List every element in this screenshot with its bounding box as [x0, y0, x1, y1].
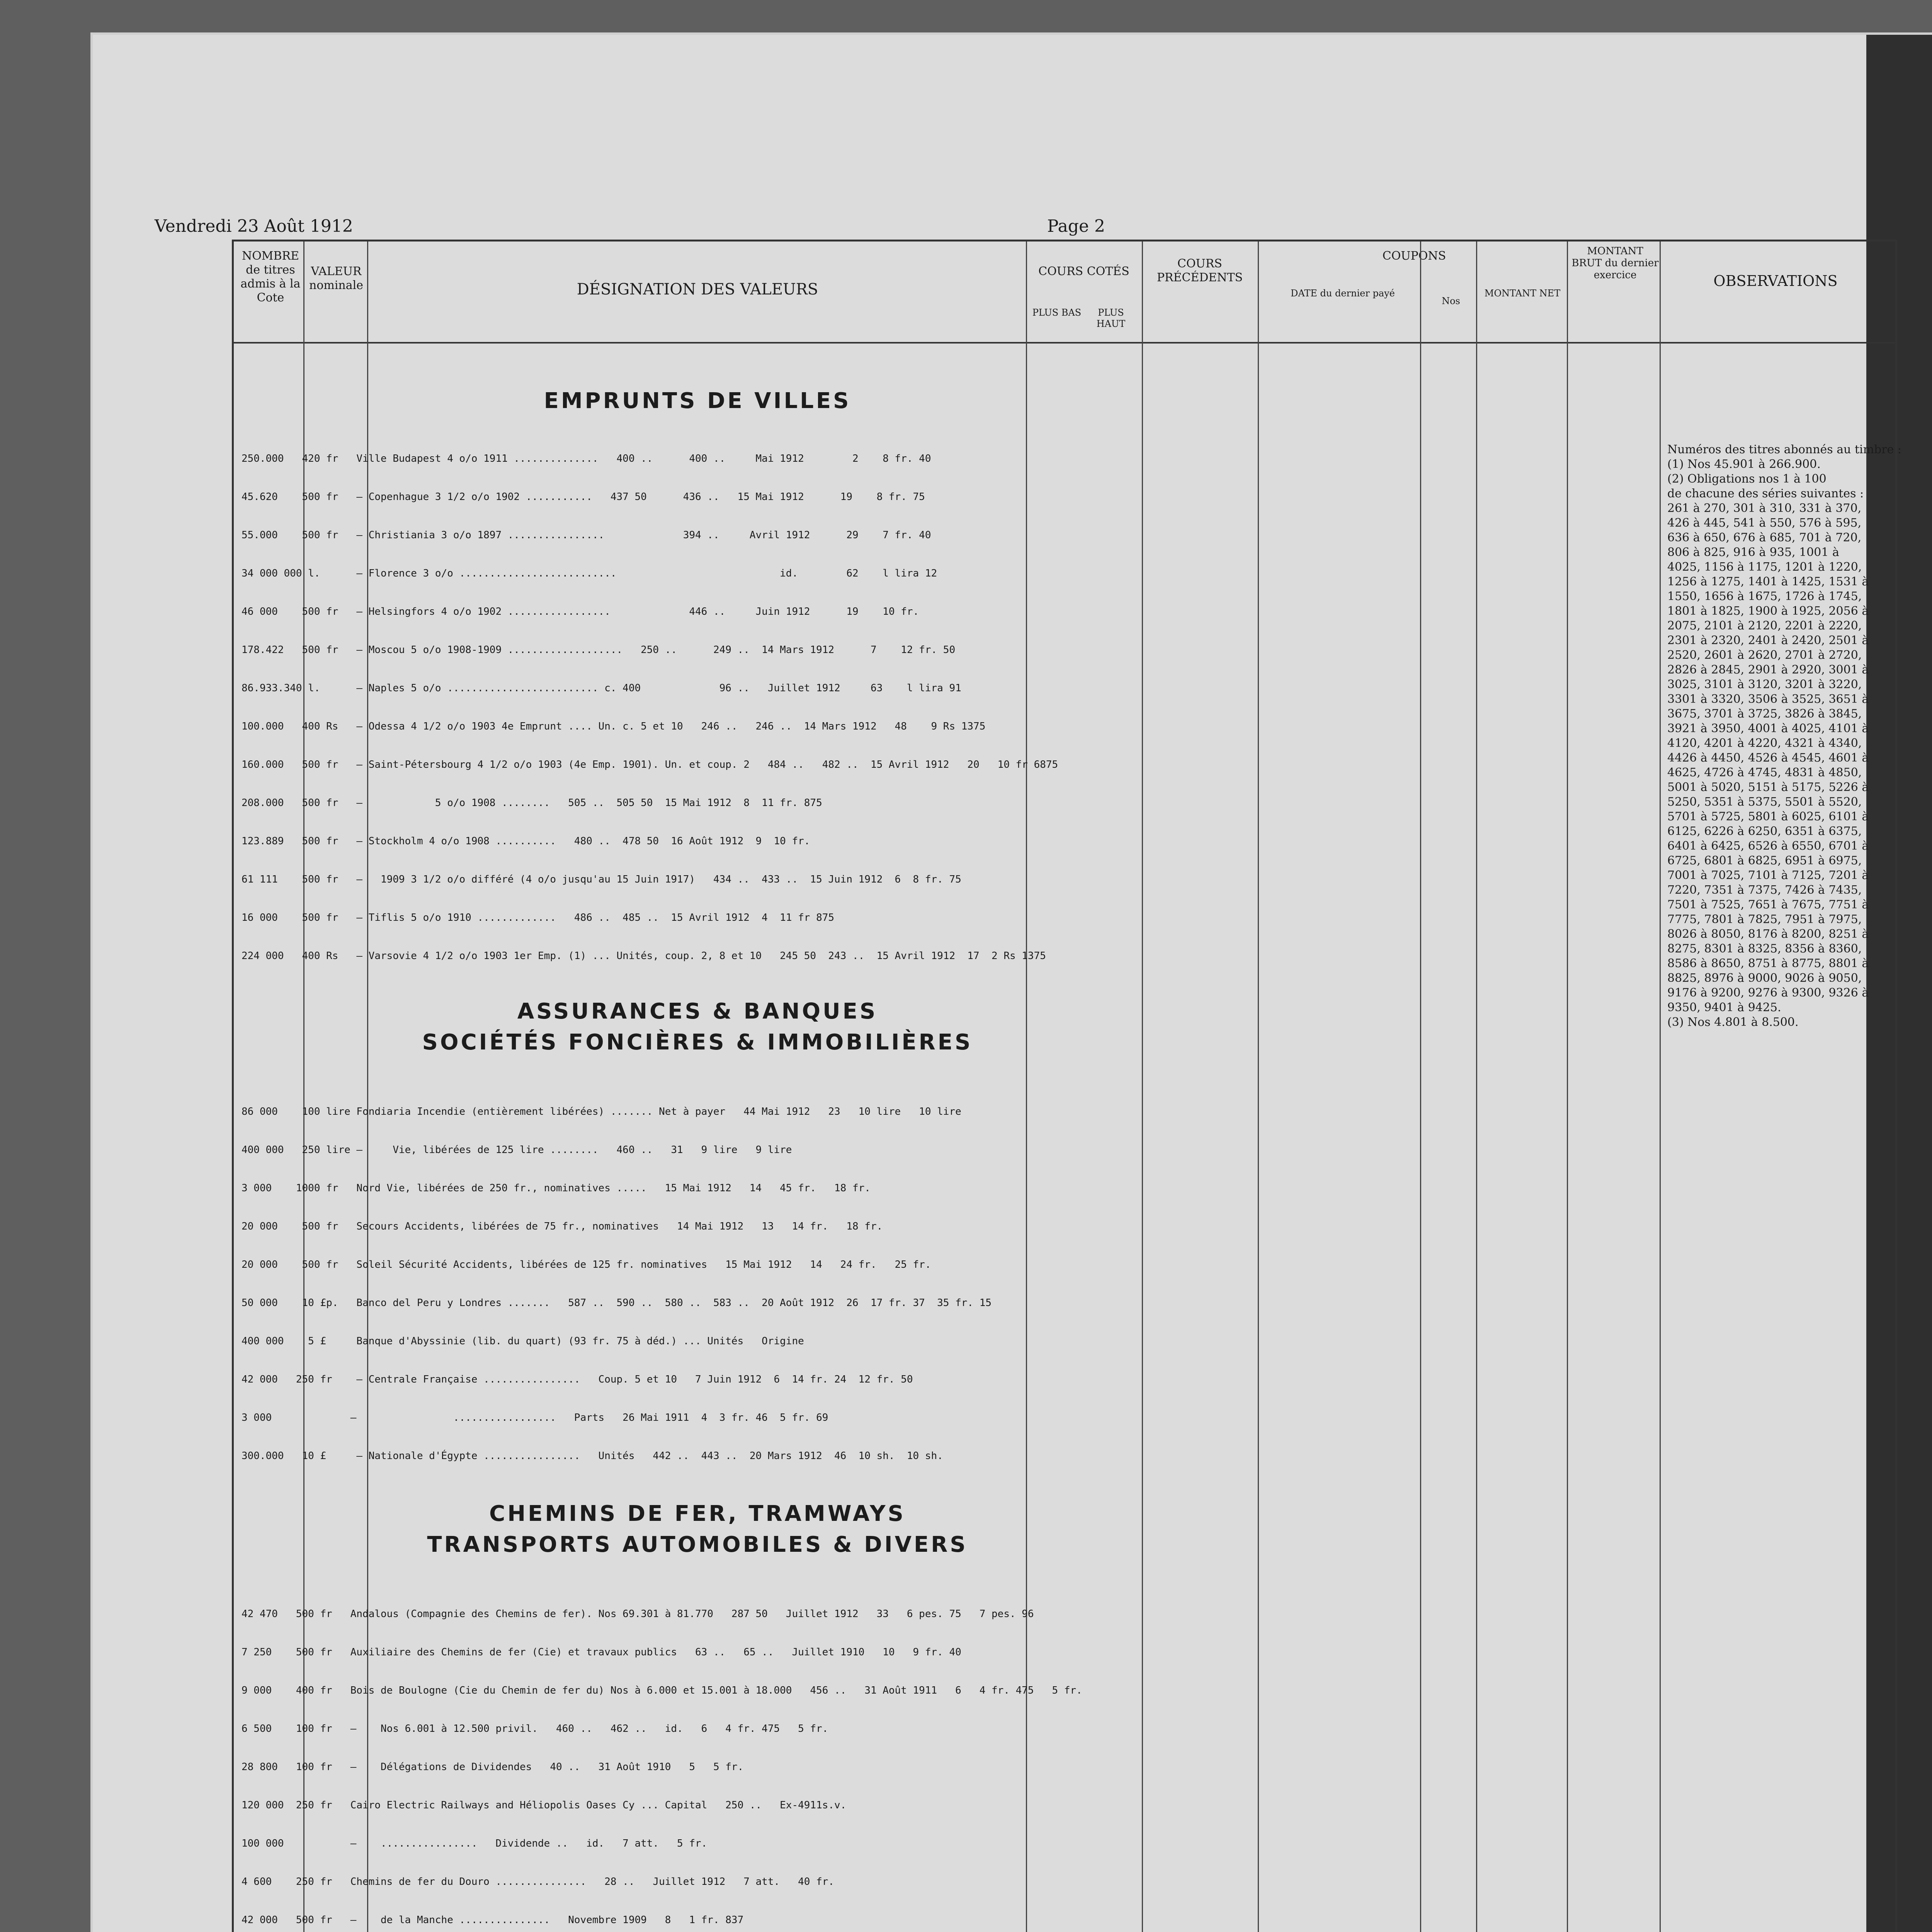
col-date-paye: DATE du dernier payé: [1291, 288, 1395, 299]
table-row: 46 000 500 fr — Helsingfors 4 o/o 1902 ................. 446 .. Juin 1912 19 10 fr.: [242, 606, 919, 617]
table-row: 61 111 500 fr — 1909 3 1/2 o/o différé (4 o/o jusqu'au 15 Juin 1917) 434 .. 433 .. 15 Juin 1912 6 8 fr. 75: [242, 874, 961, 885]
table-row: 7 250 500 fr Auxiliaire des Chemins de fer (Cie) et travaux publics 63 .. 65 .. Juillet 1910 10 9 fr. 40: [242, 1646, 961, 1658]
table-row: 20 000 500 fr Soleil Sécurité Accidents, libérées de 125 fr. nominatives 15 Mai 1912 14 24 fr. 25 fr.: [242, 1259, 931, 1270]
table-row: 178.422 500 fr — Moscou 5 o/o 1908-1909 ................... 250 .. 249 .. 14 Mars 1912 7 12 fr. 50: [242, 644, 956, 656]
page-header: [155, 216, 1804, 236]
section-title-emprunts: EMPRUNTS DE VILLES: [544, 388, 851, 413]
col-plus-bas: PLUS BAS: [1032, 307, 1082, 318]
table-row: 86 000 100 lire Fondiaria Incendie (entièrement libérées) ....... Net à payer 44 Mai 1912 23 10 lire 10 lire: [242, 1106, 961, 1117]
page-number: Page 2: [1047, 216, 1105, 236]
table-row: 42 470 500 fr Andalous (Compagnie des Chemins de fer). Nos 69.301 à 81.770 287 50 Juillet 1912 33 6 pes. 75 7 pes. 96: [242, 1608, 1034, 1620]
table-row: 4 600 250 fr Chemins de fer du Douro ............... 28 .. Juillet 1912 7 att. 40 fr.: [242, 1876, 835, 1888]
table-row: 34 000 000 l. — Florence 3 o/o .......................... id. 62 l lira 12: [242, 568, 937, 579]
table-row: 6 500 100 fr — Nos 6.001 à 12.500 privil. 460 .. 462 .. id. 6 4 fr. 475 5 fr.: [242, 1723, 828, 1735]
table-row: 224 000 400 Rs — Varsovie 4 1/2 o/o 1903 1er Emp. (1) ... Unités, coup. 2, 8 et 10 245 50 243 .. 15 Avril 1912 17 2 Rs 1375: [242, 950, 1046, 962]
table-row: 123.889 500 fr — Stockholm 4 o/o 1908 .......... 480 .. 478 50 16 Août 1912 9 10 fr.: [242, 835, 810, 847]
table-header: [234, 242, 1895, 344]
section-subtitle-assurances: SOCIÉTÉS FONCIÈRES & IMMOBILIÈRES: [422, 1030, 973, 1055]
table-row: 3 000 — ................. Parts 26 Mai 1911 4 3 fr. 46 5 fr. 69: [242, 1412, 828, 1423]
section-rows-emprunts: [242, 427, 1652, 968]
col-montant-brut: MONTANT BRUT du dernier exercice: [1571, 245, 1659, 281]
table-row: 50 000 10 £p. Banco del Peru y Londres ....... 587 .. 590 .. 580 .. 583 .. 20 Août 1912 26 17 fr. 37 35 fr. 15: [242, 1297, 992, 1309]
table-row: 400 000 250 lire — Vie, libérées de 125 lire ........ 460 .. 31 9 lire 9 lire: [242, 1144, 792, 1156]
table-row: 20 000 500 fr Secours Accidents, libérées de 75 fr., nominatives 14 Mai 1912 13 14 fr. 18 fr.: [242, 1221, 883, 1232]
section-rows-chemins: [242, 1582, 1652, 1932]
table-row: 42 000 250 fr — Centrale Française ................ Coup. 5 et 10 7 Juin 1912 6 14 fr. 24 12 fr. 50: [242, 1374, 913, 1385]
col-valeur: VALEUR nominale: [309, 265, 363, 292]
rule-montant-brut: [1660, 242, 1661, 1932]
section-title-assurances: ASSURANCES & BANQUES: [517, 999, 878, 1024]
section-subtitle-chemins: TRANSPORTS AUTOMOBILES & DIVERS: [427, 1532, 968, 1557]
table-row: 300.000 10 £ — Nationale d'Égypte ................ Unités 442 .. 443 .. 20 Mars 1912 46 10 sh. 10 sh.: [242, 1450, 943, 1462]
table-row: 3 000 1000 fr Nord Vie, libérées de 250 fr., nominatives ..... 15 Mai 1912 14 45 fr. 18 fr.: [242, 1182, 871, 1194]
table-row: 55.000 500 fr — Christiania 3 o/o 1897 ................ 394 .. Avril 1912 29 7 fr. 40: [242, 529, 931, 541]
col-nombre: NOMBRE de titres admis à la Cote: [240, 249, 301, 304]
issue-date: Vendredi 23 Août 1912: [155, 216, 353, 236]
col-cours-cotes: COURS COTÉS: [1038, 265, 1129, 278]
table-row: 250.000 420 fr Ville Budapest 4 o/o 1911 .............. 400 .. 400 .. Mai 1912 2 8 fr. 40: [242, 453, 931, 464]
table-row: 160.000 500 fr — Saint-Pétersbourg 4 1/2 o/o 1903 (4e Emp. 1901). Un. et coup. 2 484 .. 482 .. 15 Avril 1912 20 10 fr 6875: [242, 759, 1058, 770]
col-designation: DÉSIGNATION DES VALEURS: [577, 281, 818, 298]
section-rows-assurances: [242, 1080, 1652, 1466]
table-row: 100.000 400 Rs — Odessa 4 1/2 o/o 1903 4e Emprunt .... Un. c. 5 et 10 246 .. 246 .. 14 Mars 1912 48 9 Rs 1375: [242, 721, 986, 732]
table-row: 400 000 5 £ Banque d'Abyssinie (lib. du quart) (93 fr. 75 à déd.) ... Unités Origine: [242, 1335, 804, 1347]
table-row: 42 000 500 fr — de la Manche ............... Novembre 1909 8 1 fr. 837: [242, 1914, 744, 1926]
table-row: 120 000 250 fr Cairo Electric Railways and Héliopolis Oases Cy ... Capital 250 .. Ex-4911s.v.: [242, 1799, 847, 1811]
col-coupons: COUPONS: [1382, 249, 1446, 263]
observations-main: Numéros des titres abonnés au timbre (1) Nos 45.901 à 266.900. (2) Obligations nos 1 à 100 de chacune des séries suivantes : 261 à 270, 301 à 310, 331 à 370, 426 à 445, 541 à 550, 576 à 595, 636 à 650, 676 à 685, 701 à 720, 806 à 825, 916 à 935, 1001 à 4025, 1156 à 1175, 1201 à 1220, 1256 à 1275, 1401 à 1425, 1531 à 1550, 1656 à 1675, 1726 à 1745, 1801 à 1825, 1900 à 1925, 2056 à 2075, 2101 à 2120, 2201 à 2220, 2301 à 2320, 2401 à 2420, 2501 à 2520, 2601 à 2620, 2701 à 2720, 2826 à 2845, 2901 à 2920, 3001 à 3025, 3101 à 3120, 3201 à 3220, 3301 à 3320, 3506 à 3525, 3651 à 3675, 3701 à 3725, 3826 à 3845, 3921 à 3950, 4001 à 4025, 4101 à 4120, 4201 à 4220, 4321 à 4340, 4426 à 4450, 4526 à 4545, 4601 à 4625, 4726 à 4745, 4831 à 4850, 5001 à 5020, 5151 à 5175, 5226 à 5250, 5351 à 5375, 5501 à 5520, 5701 à 5725, 5801 à 6025, 6101 à 6125, 6226 à 6250, 6351 à 6375, 6401 à 6425, 6526 à 6550, 6701 à 6725, 6801 à 6825, 6951 à 6975, 7001 à 7025, 7101 à 7125, 7201 à 7220, 7351 à 7375, 7426 à 7435, 7501 à 7525, 7651 à 7675, 7751 à 7775, 7801 à 7825, 7951 à 7975, 8026 à 8050, 8176 à 8200, 8251 à 8275, 8301 à 8325, 8356 à 8360, 8586 à 8650, 8751 à 8775, 8801 à 8825, 8976 à 9000, 9026 à 9050, 9176 à 9200, 9276 à 9300, 9326 à 9350, 9401 à 9425. (3) Nos 4.801 à 8.500.: [1667, 443, 1894, 1029]
section-title-chemins: CHEMINS DE FER, TRAMWAYS: [489, 1501, 906, 1526]
col-numero: Nos: [1442, 296, 1460, 306]
col-plus-haut: PLUS HAUT: [1096, 307, 1126, 329]
table-row: 100 000 — ................ Dividende .. id. 7 att. 5 fr.: [242, 1838, 707, 1849]
table-row: 86.933.340 l. — Naples 5 o/o ......................... c. 400 96 .. Juillet 1912 63 l lira 91: [242, 682, 961, 694]
col-observations: OBSERVATIONS: [1713, 272, 1838, 289]
quotation-table: [232, 240, 1897, 1932]
table-row: 45.620 500 fr — Copenhague 3 1/2 o/o 1902 ........... 437 50 436 .. 15 Mai 1912 19 8 fr. 75: [242, 491, 925, 503]
table-row: 28 800 100 fr — Délégations de Dividendes 40 .. 31 Août 1910 5 5 fr.: [242, 1761, 744, 1773]
col-montant-net: MONTANT NET: [1484, 288, 1561, 299]
table-row: 16 000 500 fr — Tiflis 5 o/o 1910 ............. 486 .. 485 .. 15 Avril 1912 4 11 fr 875: [242, 912, 835, 923]
table-row: 208.000 500 fr — 5 o/o 1908 ........ 505 .. 505 50 15 Mai 1912 8 11 fr. 875: [242, 797, 822, 809]
table-row: 9 000 400 fr Bois de Boulogne (Cie du Chemin de fer du) Nos à 6.000 et 15.001 à 18.000 456 .. 31 Août 1911 6 4 fr. 475 5 fr.: [242, 1685, 1082, 1696]
col-cours-precedents: COURS PRÉCÉDENTS: [1156, 257, 1243, 284]
